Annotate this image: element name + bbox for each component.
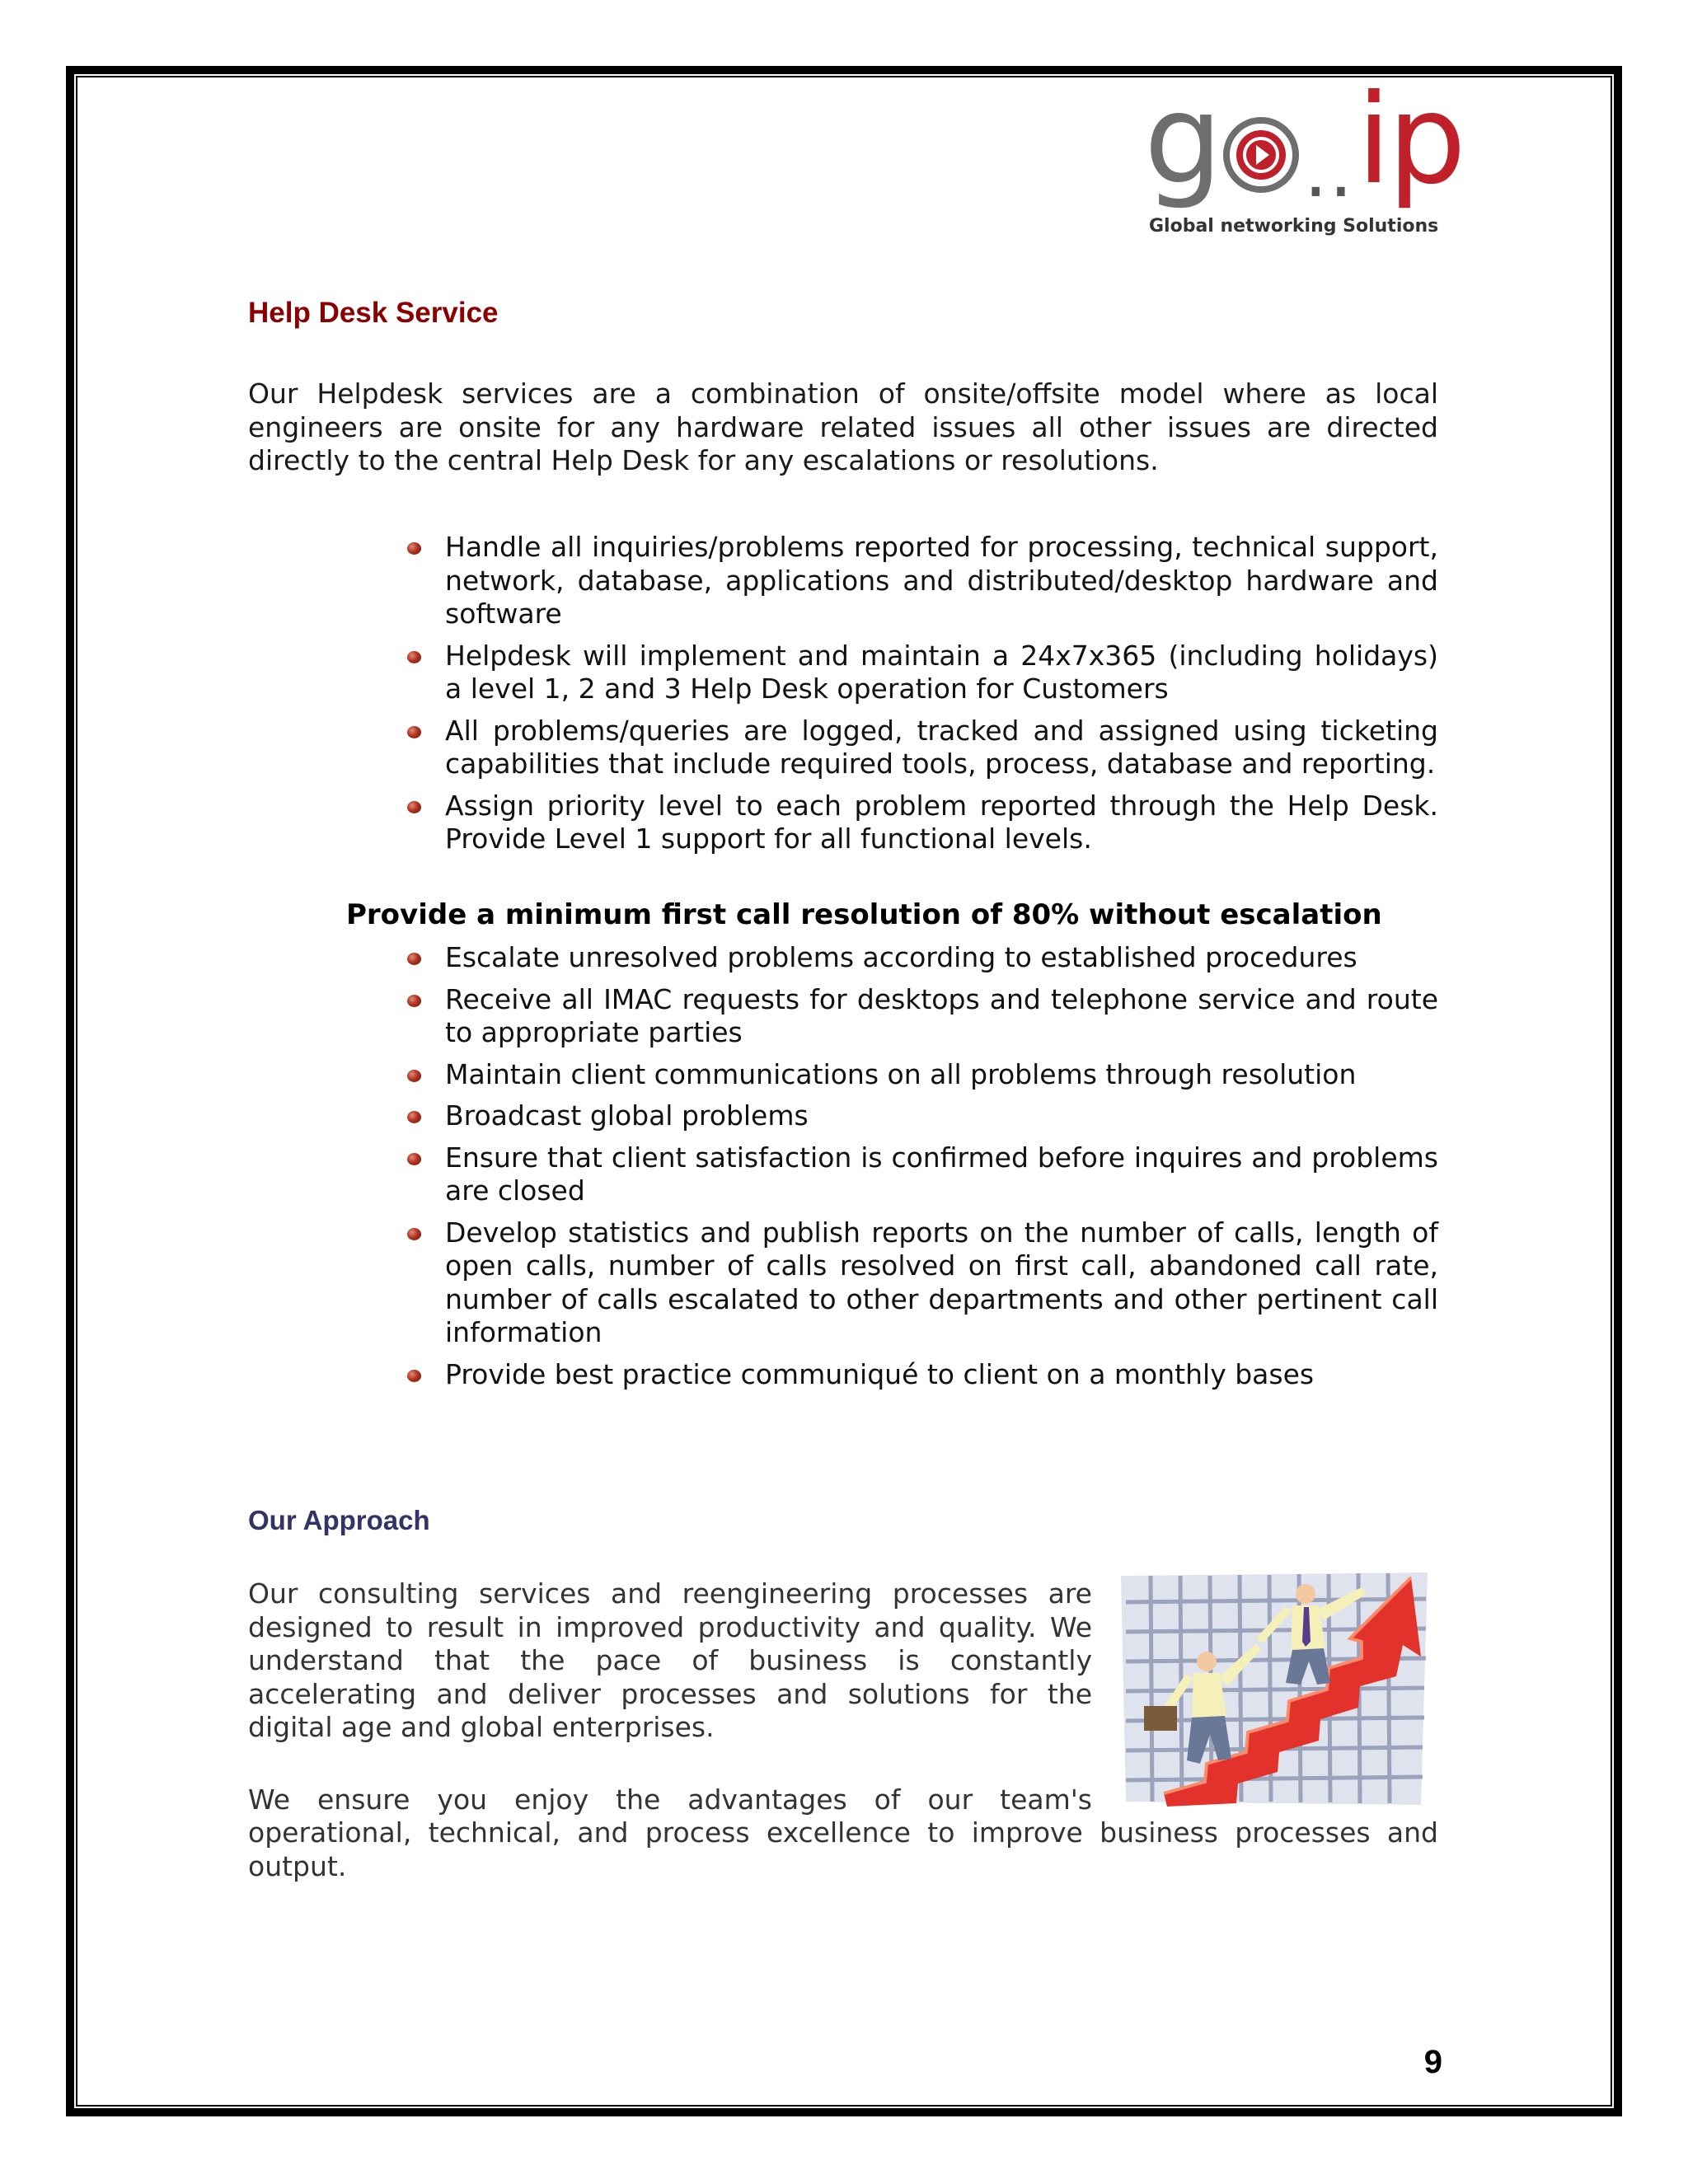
bullet-icon <box>407 953 421 965</box>
page-number: 9 <box>1423 2044 1442 2080</box>
list-item-text: All problems/queries are logged, tracked and assigned using ticketing capabilities that include required tools, process, database and reporting. <box>445 714 1438 780</box>
list-item <box>407 640 1438 706</box>
bullet-icon <box>407 1153 421 1165</box>
bullet-icon <box>407 542 421 555</box>
help-desk-heading: Help Desk Service <box>248 297 499 329</box>
list-item <box>407 941 1438 975</box>
list-item-text: Provide best practice communiqué to client on a monthly bases <box>445 1357 1315 1390</box>
bullet-icon <box>407 995 421 1007</box>
help-desk-primary-list <box>407 531 1438 865</box>
help-desk-intro: Our Helpdesk services are a combination of onsite/offsite model where as local engineers are onsite for any hardware related issues all other issues are directed directly to the central Help Desk for any escalations or resolutions. <box>248 377 1438 476</box>
bullet-icon <box>407 1228 421 1240</box>
bullet-icon <box>407 1070 421 1082</box>
list-item-text: Develop statistics and publish reports on the number of calls, length of open calls, number of calls resolved on first call, abandoned call rate, number of calls escalated to other departments and other pertinent call information <box>445 1216 1438 1348</box>
list-item-text: Ensure that client satisfaction is confirmed before inquires and problems are closed <box>445 1141 1438 1207</box>
first-call-resolution-callout: Provide a minimum first call resolution of 80% without escalation <box>346 898 1382 931</box>
list-item <box>407 983 1438 1050</box>
list-item-text: Maintain client communications on all problems through resolution <box>445 1057 1357 1090</box>
list-item-text: Handle all inquiries/problems reported for processing, technical support, network, database, applications and distributed/desktop hardware and software <box>445 531 1438 630</box>
bullet-icon <box>407 1111 421 1123</box>
help-desk-secondary-list <box>407 941 1438 1399</box>
list-item-text: Broadcast global problems <box>445 1099 809 1132</box>
logo-letters-ip: ip <box>1357 68 1463 212</box>
approach-heading: Our Approach <box>248 1505 430 1535</box>
company-logo <box>1144 68 1463 247</box>
business-growth-illustration <box>1114 1569 1434 1808</box>
bullet-icon <box>407 726 421 738</box>
logo-dots: .. <box>1304 128 1355 214</box>
list-item-text: Escalate unresolved problems according to established procedures <box>445 941 1357 973</box>
briefcase-icon <box>1144 1706 1177 1731</box>
bullet-icon <box>407 801 421 813</box>
bullet-icon <box>407 1370 421 1382</box>
list-item-text: Helpdesk will implement and maintain a 24x7x365 (including holidays) a level 1, 2 and 3 Help Desk operation for Customers <box>445 639 1438 705</box>
list-item <box>407 1216 1438 1350</box>
list-item <box>407 1058 1438 1092</box>
list-item-text: Assign priority level to each problem reported through the Help Desk. Provide Level 1 support for all functional levels. <box>445 789 1438 855</box>
logo-letter-g: g <box>1144 68 1220 212</box>
logo-wordmark <box>1144 68 1463 214</box>
list-item <box>407 790 1438 856</box>
logo-tagline: Global networking Solutions <box>1149 216 1439 237</box>
bullet-icon <box>407 651 421 663</box>
list-item <box>407 531 1438 631</box>
approach-paragraph-2-rest: operational, technical, and process excellence to improve business processes and output. <box>248 1816 1438 1882</box>
list-item-text: Receive all IMAC requests for desktops and telephone service and route to appropriate parties <box>445 982 1438 1048</box>
approach-paragraph-1: Our consulting services and reengineering processes are designed to result in improved productivity and quality. We understand that the pace of business is constantly accelerating and deliver processes and solutions for the digital age and global enterprises. <box>248 1577 1092 1743</box>
list-item <box>407 1358 1438 1392</box>
approach-paragraph-2-first-line: We ensure you enjoy the advantages of our team's <box>248 1783 1092 1816</box>
play-button-icon <box>1223 117 1299 193</box>
list-item <box>407 715 1438 781</box>
list-item <box>407 1099 1438 1133</box>
list-item <box>407 1141 1438 1208</box>
